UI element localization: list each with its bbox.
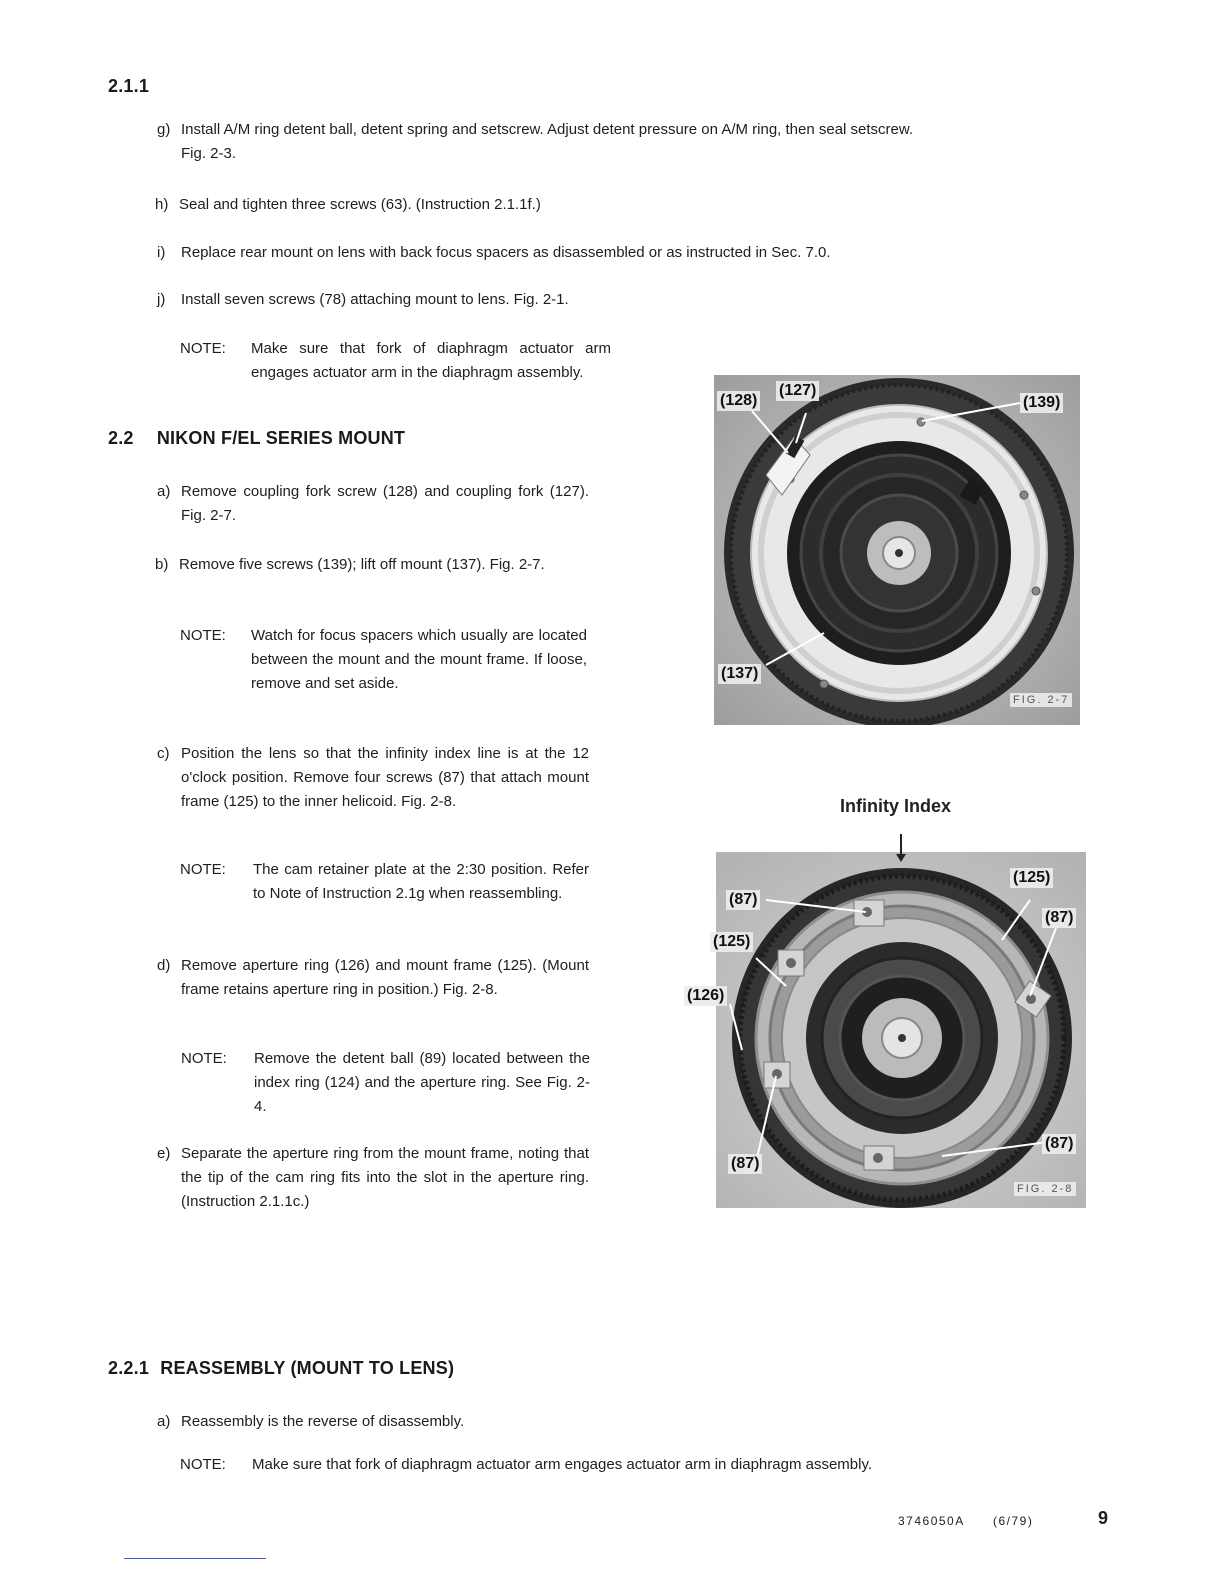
step-text: Position the lens so that the infinity index line is at the 12 o'clock position. Remove four screws (87) that attach mount frame (125) to the inner helicoid. Fig. 2-8. [181, 745, 589, 810]
note-1 [180, 337, 620, 409]
step-22-a [157, 480, 597, 528]
step-22-b [155, 553, 595, 601]
step-label: a) [157, 1413, 171, 1430]
step-label: c) [157, 745, 170, 762]
section-title: REASSEMBLY (MOUNT TO LENS) [160, 1358, 455, 1378]
figure-2-7 [714, 375, 1080, 725]
step-label: d) [157, 957, 171, 974]
step-label: g) [157, 121, 171, 138]
note-label: NOTE: [181, 1050, 227, 1067]
step-text-continued: Fig. 2-3. [181, 145, 237, 162]
callout-137: (137) [718, 664, 761, 684]
step-label: i) [157, 244, 166, 261]
note-text: The cam retainer plate at the 2:30 position. Refer to Note of Instruction 2.1g when reassembling. [253, 861, 589, 902]
lens-mount-photo-2-7 [714, 375, 1080, 725]
note-label: NOTE: [180, 340, 226, 357]
callout-126: (126) [684, 986, 727, 1006]
step-text: Remove aperture ring (126) and mount frame (125). (Mount frame retains aperture ring in position.) Fig. 2-8. [181, 957, 589, 998]
note-3 [180, 858, 600, 930]
callout-87-bottom-right: (87) [1042, 1134, 1076, 1154]
callout-139: (139) [1020, 393, 1063, 413]
step-211-i [157, 241, 1057, 265]
note-text: Remove the detent ball (89) located between the index ring (124) and the aperture ring. See Fig. 2-4. [254, 1050, 590, 1115]
step-label: h) [155, 196, 169, 213]
step-22-d [157, 954, 597, 1026]
page-number: 9 [1098, 1508, 1109, 1528]
step-22-c [157, 742, 597, 838]
document-date: (6/79) [993, 1514, 1034, 1528]
step-22-e [157, 1142, 597, 1214]
note-text: Make sure that fork of diaphragm actuator arm engages actuator arm in the diaphragm assembly. [251, 340, 611, 381]
step-211-j [157, 288, 1057, 312]
callout-87-top-left: (87) [726, 890, 760, 910]
step-text: Remove coupling fork screw (128) and coupling fork (127). Fig. 2-7. [181, 483, 589, 524]
callout-125-left: (125) [710, 932, 753, 952]
callout-125-right: (125) [1010, 868, 1053, 888]
note-text: Watch for focus spacers which usually are located between the mount and the mount frame. If loose, remove and set aside. [251, 627, 587, 692]
step-text: Seal and tighten three screws (63). (Instruction 2.1.1f.) [179, 196, 541, 213]
figure-label-2-8: FIG. 2-8 [1014, 1182, 1076, 1196]
step-211-g [157, 118, 1117, 166]
step-text: Install A/M ring detent ball, detent spring and setscrew. Adjust detent pressure on A/M ring, then seal setscrew. [181, 121, 914, 138]
figure-label-2-7: FIG. 2-7 [1010, 693, 1072, 707]
bottom-rule [124, 1558, 266, 1559]
step-text: Reassembly is the reverse of disassembly. [181, 1413, 465, 1430]
step-211-h [155, 193, 1055, 217]
section-2-2-heading [108, 428, 405, 449]
figure-2-8 [680, 790, 1088, 1210]
section-number: 2.2.1 [108, 1358, 150, 1378]
note-label: NOTE: [180, 1456, 226, 1473]
figure-2-8-title: Infinity Index [840, 796, 952, 816]
section-title: NIKON F/EL SERIES MOUNT [156, 428, 406, 448]
section-2-2-1-heading [108, 1358, 454, 1379]
note-4 [181, 1047, 601, 1119]
step-text: Replace rear mount on lens with back focus spacers as disassembled or as instructed in Sec. 7.0. [181, 244, 831, 261]
document-code: 3746050A [898, 1514, 965, 1528]
step-label: j) [157, 291, 166, 308]
note-2 [180, 624, 600, 720]
callout-128: (128) [717, 391, 760, 411]
note-text: Make sure that fork of diaphragm actuator arm engages actuator arm in diaphragm assembly. [252, 1456, 873, 1473]
step-text: Remove five screws (139); lift off mount (137). Fig. 2-7. [179, 556, 545, 573]
step-text: Install seven screws (78) attaching mount to lens. Fig. 2-1. [181, 291, 569, 308]
step-label: e) [157, 1145, 171, 1162]
note-label: NOTE: [180, 861, 226, 878]
step-label: a) [157, 483, 171, 500]
lens-mount-photo-2-8 [680, 790, 1088, 1210]
section-2-1-1-number: 2.1.1 [108, 76, 150, 96]
callout-127: (127) [776, 381, 819, 401]
step-label: b) [155, 556, 169, 573]
section-number: 2.2 [108, 428, 134, 448]
step-text: Separate the aperture ring from the mount frame, noting that the tip of the cam ring fits into the slot in the aperture ring. (Instruction 2.1.1c.) [181, 1145, 589, 1210]
callout-87-right: (87) [1042, 908, 1076, 928]
note-5 [180, 1453, 1020, 1477]
step-221-a [157, 1410, 757, 1434]
callout-87-bottom-left: (87) [728, 1154, 762, 1174]
note-label: NOTE: [180, 627, 226, 644]
